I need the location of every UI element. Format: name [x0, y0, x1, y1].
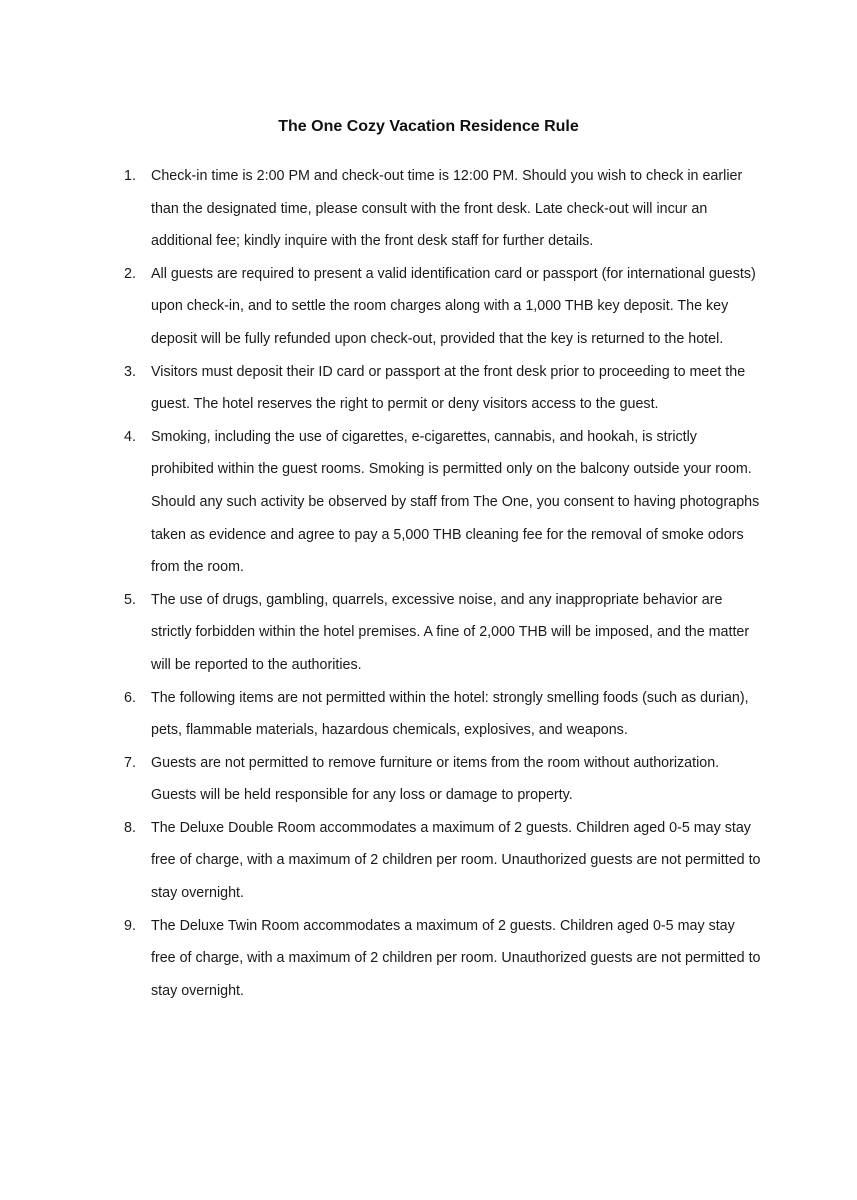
- rule-number: 7.: [124, 754, 136, 771]
- rule-number: 3.: [124, 363, 136, 380]
- rule-number: 5.: [124, 591, 136, 608]
- rule-item-9: [0, 910, 857, 1008]
- rule-item-8: [0, 812, 857, 910]
- rule-number: 1.: [124, 168, 136, 184]
- rule-item-3: [0, 356, 857, 421]
- rule-text: Guests are not permitted to remove furniture or items from the room without authorization. Guests will be held responsible for any loss or damage to property.: [151, 754, 720, 804]
- rule-number: 9.: [124, 917, 136, 934]
- rule-item-7: [0, 747, 857, 812]
- rule-item-4: [0, 421, 857, 584]
- rule-number: 8.: [124, 819, 136, 836]
- rule-item-6: [0, 682, 857, 747]
- rule-number: 4.: [124, 428, 136, 445]
- rule-text: The Deluxe Twin Room accommodates a maximum of 2 guests. Children aged 0-5 may stay free of charge, with a maximum of 2 children per room. Unauthorized guests are not permitted to stay overnight.: [151, 917, 761, 999]
- document-title: The One Cozy Vacation Residence Rule: [278, 118, 579, 135]
- rule-number: 6.: [124, 689, 136, 706]
- rule-text: The Deluxe Double Room accommodates a maximum of 2 guests. Children aged 0-5 may stay free of charge, with a maximum of 2 children per room. Unauthorized guests are not permitted to stay overnight.: [151, 819, 761, 902]
- rule-text: All guests are required to present a valid identification card or passport (for international guests) upon check-in, and to settle the room charges along with a 1,000 THB key deposit. The key deposit will be fully refunded upon check-out, provided that the key is returned to the hotel.: [151, 265, 756, 347]
- rule-item-1: [0, 160, 857, 258]
- rule-item-2: [0, 258, 857, 356]
- rule-text: Smoking, including the use of cigarettes, e-cigarettes, cannabis, and hookah, is strictly prohibited within the guest rooms. Smoking is permitted only on the balcony outside your room. Should any such activity be observed by staff from The One, you consent to having photographs taken as evidence and agree to pay a 5,000 THB cleaning fee for the removal of smoke odors from the room.: [151, 428, 760, 576]
- rule-text: The use of drugs, gambling, quarrels, excessive noise, and any inappropriate behavior are strictly forbidden within the hotel premises. A fine of 2,000 THB will be imposed, and the matter will be reported to the authorities.: [151, 591, 750, 673]
- rules-list: [0, 160, 857, 1007]
- rule-text: Check-in time is 2:00 PM and check-out time is 12:00 PM. Should you wish to check in earlier than the designated time, please consult with the front desk. Late check-out will incur an additional fee; kindly inquire with the front desk staff for further details.: [151, 168, 743, 250]
- rule-text: Visitors must deposit their ID card or passport at the front desk prior to proceeding to meet the guest. The hotel reserves the right to permit or deny visitors access to the guest.: [151, 363, 746, 413]
- rule-number: 2.: [124, 265, 136, 282]
- rule-item-5: [0, 584, 857, 682]
- rule-text: The following items are not permitted within the hotel: strongly smelling foods (such as durian), pets, flammable materials, hazardous chemicals, explosives, and weapons.: [151, 689, 749, 739]
